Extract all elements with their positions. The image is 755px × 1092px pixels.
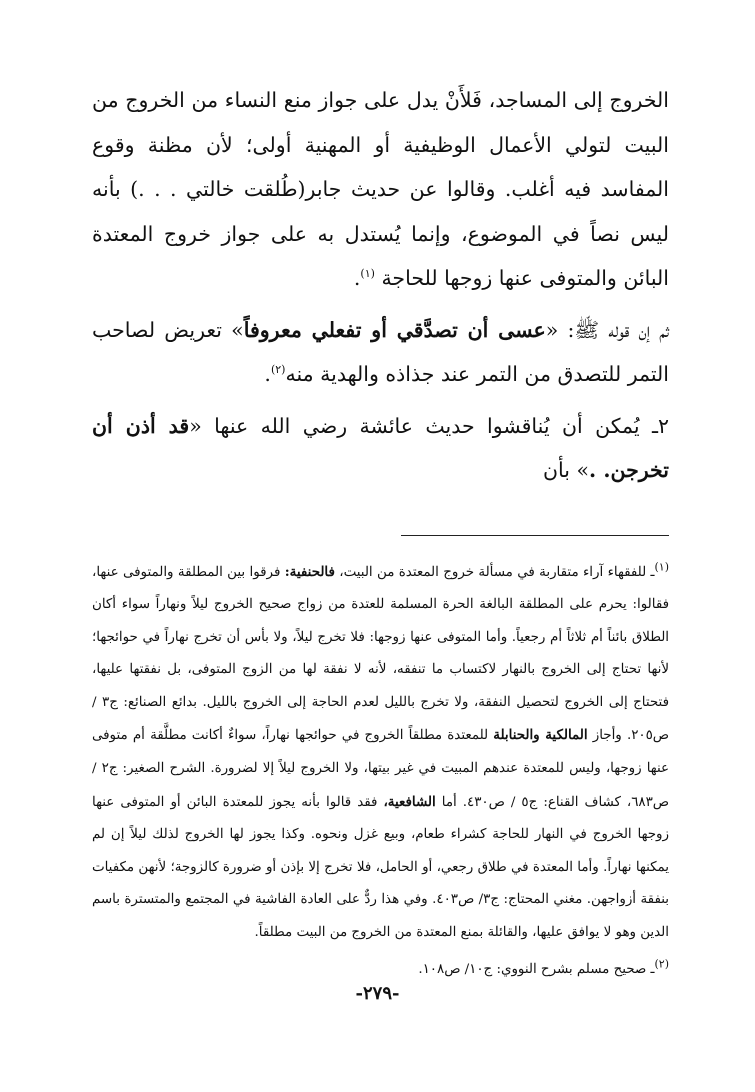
footnote-1-marker: (١) [654,560,669,574]
page-number: -٢٧٩- [355,983,400,1004]
quote-jabir: طُلقت خالتي . . . [138,177,298,201]
footnotes [92,556,669,987]
malikiyya-hanabila-label: المالكية والحنابلة [493,727,588,744]
footnote-2: $^{(٢)}$ـ صحيح مسلم بشرح النووي: ج١٠/ ص١٠٨. [418,957,669,977]
hanafiyya-label: فالحنفية: [284,563,335,580]
aisha-hadith-quote: قد أذن أن تخرجن. . [92,413,669,482]
paragraph-2: ثم إن قوله ﷺ: «عسى أن تصدَّقي أو تفعلي معروفاً» تعريض لصاحب التمر للتصدق من التمر عند جذاذه والهدية منه$^{(٢)}$. [92,317,670,386]
footnote-1: $^{(١)}$ـ للفقهاء آراء متقاربة في مسألة خروج المعتدة من البيت، فالحنفية: فرقوا بين المطلقة والمتوفى عنها، فقالوا: يحرم على المطلقة البالغة الحرة المسلمة للعتدة من زواج صحيح الخروج ليلاً ونهاراً سواء أكان الطلاق بائناً أم ثلاثاً أم رجعياً. وأما المتوفى عنها زوجها: فلا تخرج ليلاً، ولا بأس أن تخرج نهاراً في حوائجها؛ لأنها تحتاج إلى الخروج بالنهار لاكتساب ما تنفقه، لأنه لا نفقة لها من الزوج المتوفى، بل نفقتها عليها، فتحتاج إلى الخروج لتحصيل النفقة، ولا تخرج بالليل لعدم الحاجة إلى الخروج بالليل. بدائع الصنائع: ج٣ / ص٢٠٥. وأجاز المالكية والحنابلة للمعتدة مطلقاً الخروج في حوائجها نهاراً، سواءٌ أكانت مطلَّقة أم متوفى عنها زوجها، وليس للمعتدة عندهم المبيت في غير بيتها، ولا الخروج ليلاً إلا لضرورة. الشرح الصغير: ج٢ / ص٦٨٣، كشاف القناع: ج٥ / ص٤٣٠. أما الشافعية، فقد قالوا بأنه يجوز للمعتدة البائن أو المتوفى عنها زوجها الخروج في النهار للحاجة كشراء طعام، وبيع غزل ونحوه. وكذا يجوز لها الخروج لذلك ليلاً إن لم يمكنها نهاراً. وأما المعتدة في طلاق رجعي، أو الحامل، فلا تخرج إلا بإذن أو ضرورة كالزوجة؛ لأنهن مكفيات بنفقة أزواجهن. مغني المحتاج: ج٣/ ص٤٠٣. وفي هذا ردٌّ على العادة الفاشية في المجتمع والمتسترة باسم الدين وهو لا يوافق عليها، والقائلة بمنع المعتدة من الخروج من البيت مطلقاً. [92,560,669,941]
hadith-quote: عسى أن تصدَّقي أو تفعلي معروفاً [243,317,546,342]
footnote-ref-2[interactable]: (٢) [270,363,286,377]
footnote-2-marker: (٢) [654,957,669,971]
main-text [92,78,669,493]
footnote-divider [401,535,669,536]
paragraph-3: ٢ـ يُمكن أن يُناقشوا حديث عائشة رضي الله عنها «قد أذن أن تخرجن. .» بأن [92,413,669,482]
shafiiyya-label: الشافعية، [383,793,436,810]
footnote-ref-1[interactable]: (١) [360,267,375,281]
paragraph-1: الخروج إلى المساجد، فَلأَنْ يدل على جواز منع النساء من الخروج من البيت لتولي الأعمال الوظيفية أو المهنية أولى؛ لأن مظنة وقوع المفاسد فيه أغلب. وقالوا عن حديث جابر(طُلقت خالتي . . .) بأنه ليس نصاً في الموضوع، وإنما يُستدل به على جواز خروج المعتدة البائن والمتوفى عنها زوجها للحاجة $^{(١)}$. [92,88,669,290]
